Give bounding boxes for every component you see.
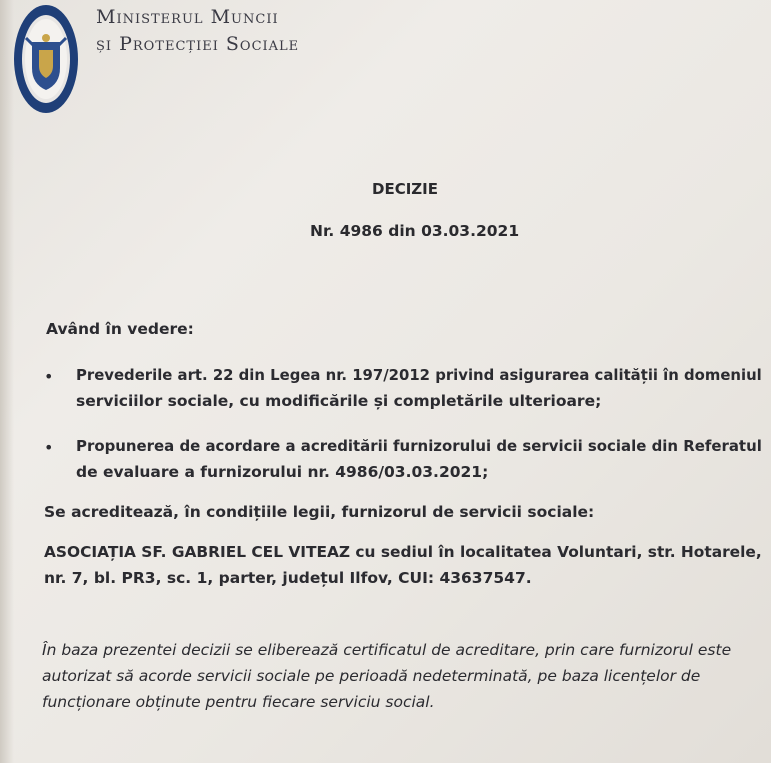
final-paragraph-line1: În baza prezentei decizii se eliberează certificatul de acreditare, prin care furnizorul este bbox=[42, 641, 732, 659]
final-paragraph-line2: autorizat să acorde servicii sociale pe perioadă nedeterminată, pe baza licențelor de bbox=[42, 667, 701, 685]
intro-text: Având în vedere: bbox=[46, 320, 194, 338]
bullet-2-line1: Propunerea de acordare a acreditării furnizorului de servicii sociale din Referatul bbox=[76, 437, 762, 455]
decision-number: Nr. 4986 din 03.03.2021 bbox=[310, 222, 520, 240]
ministry-header bbox=[96, 4, 299, 58]
bullet-2-line2: de evaluare a furnizorului nr. 4986/03.03.2021; bbox=[76, 463, 489, 481]
accredit-text: Se acreditează, în condițiile legii, furnizorul de servicii sociale: bbox=[44, 503, 595, 521]
bullet-1-line1: Prevederile art. 22 din Legea nr. 197/2012 privind asigurarea calității în domeniul bbox=[76, 366, 762, 384]
ministry-name-line2: și Protecției Sociale bbox=[96, 33, 300, 55]
ministry-name-line1: Ministerul Muncii bbox=[96, 6, 279, 28]
government-crest-icon bbox=[12, 2, 80, 114]
final-paragraph-line3: funcționare obținute pentru fiecare serviciu social. bbox=[42, 693, 435, 711]
document-title: DECIZIE bbox=[372, 180, 438, 198]
association-line1: ASOCIAȚIA SF. GABRIEL CEL VITEAZ cu sediul în localitatea Voluntari, str. Hotarele, bbox=[44, 543, 762, 561]
association-line2: nr. 7, bl. PR3, sc. 1, parter, județul Ilfov, CUI: 43637547. bbox=[44, 569, 532, 587]
page-edge-shadow bbox=[0, 0, 14, 763]
bullet-1-line2: serviciilor sociale, cu modificările și completările ulterioare; bbox=[76, 392, 602, 410]
bullet-dot: • bbox=[44, 367, 54, 386]
bullet-dot: • bbox=[44, 438, 54, 457]
